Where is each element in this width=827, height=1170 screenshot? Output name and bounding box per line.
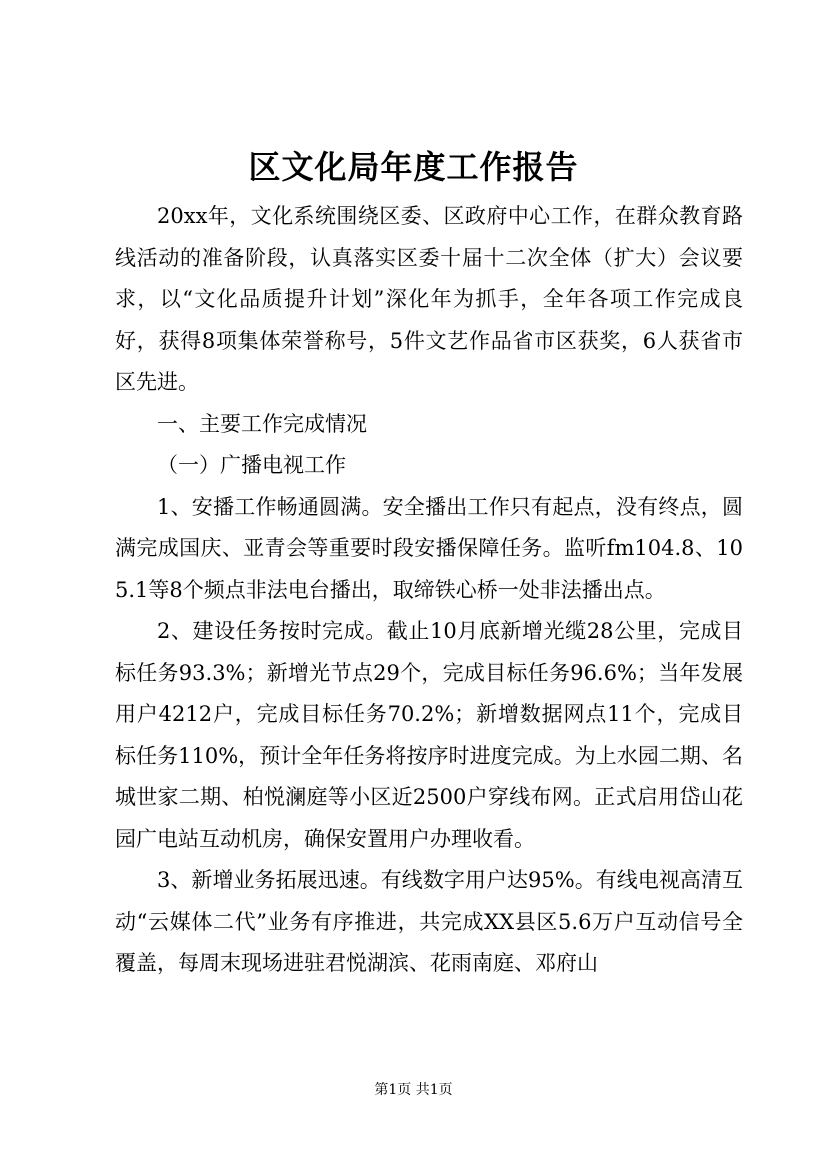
document-title: 区文化局年度工作报告 xyxy=(248,148,579,186)
item-paragraph-2: 2、建设任务按时完成。截止10月底新增光缆28公里，完成目标任务93.3%；新增光节点29个，完成目标任务96.6%；当年发展用户4212户，完成目标任务70.2%；新增数据网点11个，完成目标任务110%，预计全年任务将按序时进度完成。为上水园二期、名城世家二期、柏悦澜庭等小区近2500户穿线布网。正式启用岱山花园广电站互动机房，确保安置用户办理收看。 xyxy=(115,619,743,851)
subsection-heading: （一）广播电视工作 xyxy=(157,453,346,477)
page-footer: 第1页 共1页 xyxy=(374,1082,453,1098)
section-heading: 一、主要工作完成情况 xyxy=(157,411,367,436)
item-paragraph-3: 3、新增业务拓展迅速。有线数字用户达95%。有线电视高清互动“云媒体二代”业务有序推进，共完成XX县区5.6万户互动信号全覆盖，每周末现场进驻君悦湖滨、花雨南庭、邓府山 xyxy=(115,868,743,975)
item-paragraph-1: 1、安播工作畅通圆满。安全播出工作只有起点，没有终点，圆满完成国庆、亚青会等重要时段安播保障任务。监听fm104.8、105.1等8个频点非法电台播出，取缔铁心桥一处非法播出点。 xyxy=(115,494,743,602)
document-body xyxy=(115,196,743,985)
intro-paragraph: 20xx年，文化系统围绕区委、区政府中心工作，在群众教育路线活动的准备阶段，认真落实区委十届十二次全体（扩大）会议要求，以“文化品质提升计划”深化年为抓手，全年各项工作完成良好，获得8项集体荣誉称号，5件文艺作品省市区获奖，6人获省市区先进。 xyxy=(115,204,743,394)
